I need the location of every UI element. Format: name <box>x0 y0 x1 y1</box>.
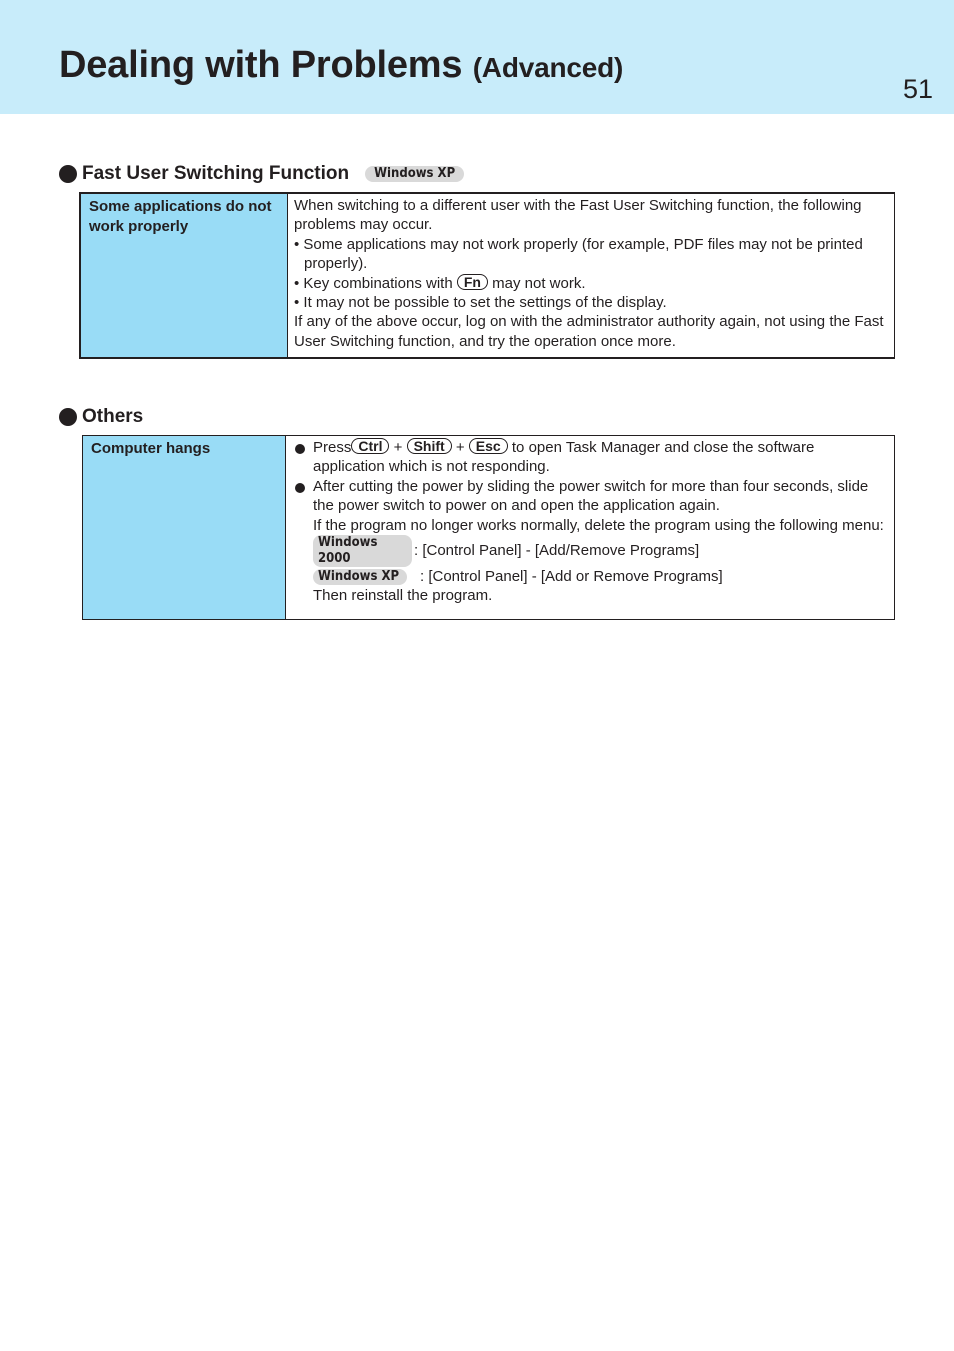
solution-cell <box>286 436 894 619</box>
solution-item-2: After cutting the power by sliding the power switch for more than four seconds, slide the power switch to power on and open the application again. <box>292 477 888 516</box>
shift-key: Shift <box>407 438 452 454</box>
solution-bullet-2: • Key combinations with Fn may not work. <box>294 273 586 292</box>
page-title: Dealing with Problems (Advanced) <box>59 44 624 86</box>
problem-table-others <box>82 435 895 620</box>
solution-final: Then reinstall the program. <box>313 587 493 605</box>
fn-key: Fn <box>457 274 488 290</box>
problem-label: Computer hangs <box>91 440 211 457</box>
solution-intro: When switching to a different user with the Fast User Switching function, the following problems may occur. <box>294 197 862 234</box>
solution-item-1: Press Ctrl + Shift + Esc to open Task Manager and close the software application which is not responding. <box>292 438 888 477</box>
windows-2000-badge: Windows 2000 <box>313 535 412 567</box>
ctrl-key: Ctrl <box>351 438 389 454</box>
problem-label-cell <box>81 194 288 357</box>
bullet-dot-icon <box>295 483 305 493</box>
esc-key: Esc <box>469 438 508 454</box>
section-heading-fast-user-switching <box>59 163 464 185</box>
solution-outro: If any of the above occur, log on with the administrator authority again, not using the Fast User Switching function, and try the operation once more. <box>294 313 884 350</box>
page-title-sub: (Advanced) <box>472 52 624 83</box>
page-number: 51 <box>902 74 933 104</box>
section-heading-text: Fast User Switching Function <box>82 163 350 184</box>
solution-cell <box>288 194 894 357</box>
section-heading-others <box>59 406 143 428</box>
menu-path-windows-xp: Windows XP : [Control Panel] - [Add or Remove Programs] <box>292 567 888 586</box>
bullet-circle-icon <box>59 165 77 183</box>
solution-item-2-continued: If the program no longer works normally, delete the program using the following menu: <box>313 516 884 534</box>
section-heading-text: Others <box>82 406 144 427</box>
menu-path-windows-2000: Windows 2000 : [Control Panel] - [Add/Remove Programs] <box>292 535 888 567</box>
problem-label: Some applications do not work properly <box>89 198 272 235</box>
problem-label-cell <box>83 436 286 619</box>
problem-table-fast-user-switching <box>79 192 895 359</box>
windows-xp-badge: Windows XP <box>365 166 464 182</box>
solution-bullet-3: • It may not be possible to set the settings of the display. <box>294 294 667 312</box>
windows-xp-badge: Windows XP <box>313 569 407 585</box>
bullet-dot-icon <box>295 444 305 454</box>
bullet-circle-icon <box>59 408 77 426</box>
page-header <box>0 0 954 114</box>
solution-bullet-1: • Some applications may not work properly (for example, PDF files may not be printed properly). <box>294 235 863 273</box>
